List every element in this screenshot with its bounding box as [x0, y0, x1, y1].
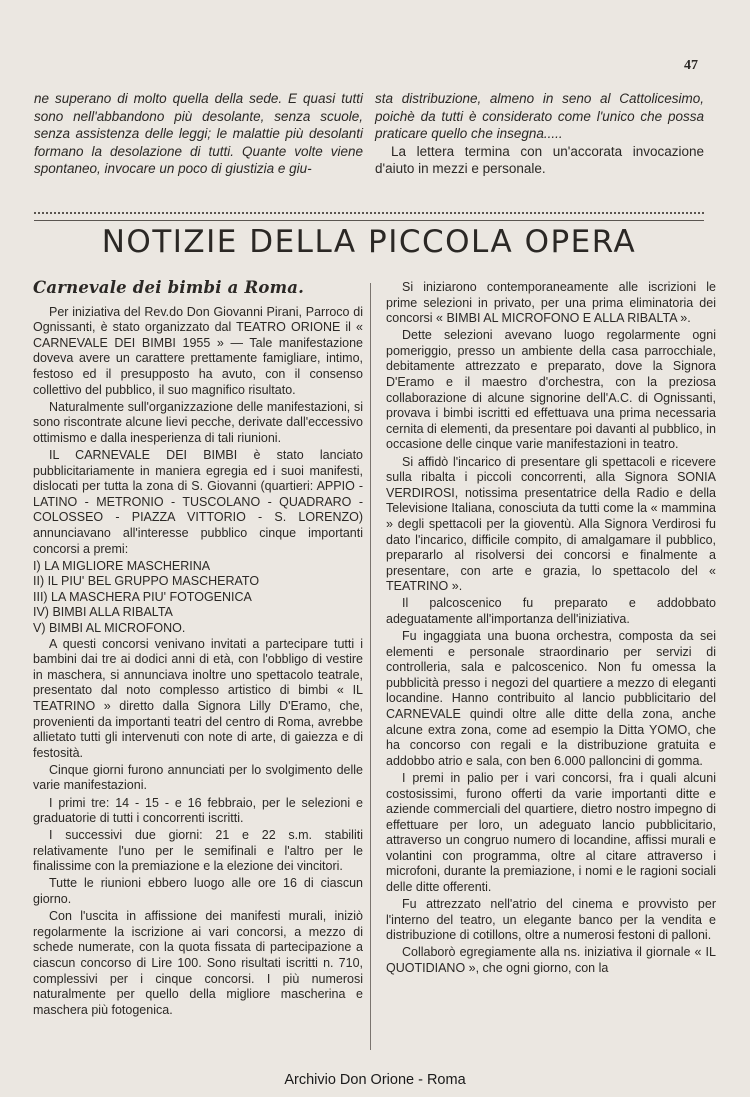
paragraph: ne superano di molto quella della sede. E quasi tutti sono nell'abbandono più desolante, senza scuole, senza assistenza delle leggi; le malattie più desolanti formano la desolazione di tutti. Quante volte viene spontaneo, invocare un poco di giustizia e giu- — [34, 91, 363, 177]
article-right-column — [386, 280, 716, 978]
paragraph: Tutte le riunioni ebbero luogo alle ore 16 di ciascun giorno. — [33, 876, 363, 907]
article-subheading: Carnevale dei bimbi a Roma. — [33, 278, 305, 297]
paragraph: I premi in palio per i vari concorsi, fra i quali alcuni costosissimi, furono offerti da varie importanti ditte e aziende commerciali del quartiere, dietro nostro impegno di effettuare per loro, un adeguato lancio pubblicitario, attraverso un congruo numero di locandine, affissi murali e volantini con programma, oltre al citare attraverso i microfoni, durante la premiazione, i nomi e le ragioni sociali delle ditte offerenti. — [386, 770, 716, 895]
contest-item: III) LA MASCHERA PIU' FOTOGENICA — [33, 589, 252, 604]
contest-item: II) IL PIU' BEL GRUPPO MASCHERATO — [33, 574, 260, 589]
paragraph: Con l'uscita in affissione dei manifesti murali, iniziò regolarmente la iscrizione ai vari concorsi, a mezzo di schede numerate, con la quota fissata di partecipazione a ciascun concorso di Lire 100. Sono risultati iscritti n. 710, complessivi per i cinque concorsi. I più numerosi naturalmente per quello della migliore mascherina e maschera più fotogenica. — [33, 909, 363, 1017]
paragraph: IL CARNEVALE DEI BIMBI è stato lanciato pubblicitariamente in maniera egregia ed i suoi manifesti, dislocati per tutta la zona di S. Giovanni (quartieri: APPIO - LATINO - METRONIO - TUSCOLANO - QUADRARO - COLOSSEO - PIAZZA VITTORIO - S. LORENZO) annunciavano all'interesse pubblico cinque importanti concorsi a premi: — [33, 447, 363, 556]
continued-text-left — [34, 90, 363, 178]
paragraph: Dette selezioni avevano luogo regolarmente ogni pomeriggio, presso un ambiente della casa parrocchiale, debitamente attrezzato e preparato, dove la Signora D'Eramo e il maestro d'orchestra, con la preziosa collaborazione di alcune signorine dell'A.C. di Ognissanti, provava i bimbi iscritti ed effettuava una prima necessaria cernita di elementi, da presentare poi davanti al pubblico, in occasione delle cinque varie manifestazioni in teatro. — [386, 328, 716, 452]
paragraph: La lettera termina con un'accorata invocazione d'aiuto in mezzi e personale. — [375, 143, 704, 177]
paragraph: I primi tre: 14 - 15 - e 16 febbraio, per le selezioni e graduatorie di tutti i concorrenti iscritti. — [33, 795, 363, 826]
contest-item: IV) BIMBI ALLA RIBALTA — [33, 605, 173, 620]
paragraph: Il palcoscenico fu preparato e addobbato adeguatamente all'importanza dell'iniziativa. — [386, 596, 716, 626]
column-rule — [370, 283, 371, 1050]
contest-item: I) LA MIGLIORE MASCHERINA — [33, 558, 211, 573]
paragraph: A questi concorsi venivano invitati a partecipare tutti i bambini dai tre ai dodici anni di età, con l'obbligo di vestire in maschera, si annunciava inoltre uno spettacolo teatrale, presentato dal noto complesso artistico di bimbi « IL TEATRINO » diretto dalla Signora Lilly D'Eramo, che, provenienti da importanti teatri del centro di Roma, avrebbe allietato tutti gli intervenuti con note di arte, di gaiezza e di festosità. — [33, 636, 363, 760]
contest-item: V) BIMBI AL MICROFONO. — [33, 620, 186, 635]
archive-footer: Archivio Don Orione - Roma — [284, 1072, 466, 1088]
paragraph: Per iniziativa del Rev.do Don Giovanni Pirani, Parroco di Ognissanti, è stato organizzato dal TEATRO ORIONE il « CARNEVALE DEI BIMBI 1955 » — Tale manifestazione doveva avere un carattere prettamente famigliare, intimo, festoso ed il presupposto ha avuto, con il consenso collettivo del pubblico, il suo magnifico risultato. — [33, 304, 363, 397]
paragraph: Naturalmente sull'organizzazione delle manifestazioni, si sono riscontrate alcune lievi pecche, derivate dall'eccessivo ottimismo e dalla inesperienza di tali riunioni. — [33, 399, 363, 445]
section-divider — [34, 212, 704, 221]
paragraph: Fu ingaggiata una buona orchestra, composta da sei elementi e personale straordinario per servizi di controlleria, sala e palcoscenico. Non fu omessa la pubblicità presso i negozi del quartiere a mezzo di eleganti locandine. Hanno contribuito al lancio pubblicitario del CARNEVALE quindi oltre alle ditte della zona, anche alcune extra zona, come ad esempio la Ditta YOMO, che ha concorso con regali e la distribuzione gratuita e addobbo atrio e sala, con ben 6.000 palloncini di gomma. — [386, 629, 716, 768]
paragraph: Si affidò l'incarico di presentare gli spettacoli e ricevere sulla ribalta i piccoli concorrenti, alla Signora SONIA VERDIROSI, notissima presentatrice della Radio e della Televisione Italiana, conosciuta da tutti come la « mammina » degli spettacoli per la gioventù. Alla Signora Verdirosi fu dato l'incarico, difficile compito, di amalgamare il pubblico, prepararlo al risolversi dei concorsi e finalmente a presentare, con arte e grazia, lo spettacolo del « TEATRINO ». — [386, 454, 716, 594]
paragraph: Fu attrezzato nell'atrio del cinema e provvisto per l'interno del teatro, un elegante banco per la vendita e distribuzione di cotillons, oltre a numerosi festoni di palloni. — [386, 897, 716, 943]
paragraph: sta distribuzione, almeno in seno al Cattolicesimo, poichè da tutti è considerato come l'unico che possa praticare quello che insegna..... — [375, 91, 704, 142]
section-title: NOTIZIE DELLA PICCOLA OPERA — [101, 224, 637, 260]
continued-text — [34, 90, 704, 178]
paragraph: Cinque giorni furono annunciati per lo svolgimento delle varie manifestazioni. — [33, 762, 363, 793]
paragraph: Collaborò egregiamente alla ns. iniziativa il giornale « IL QUOTIDIANO », che ogni giorno, con la — [386, 945, 716, 976]
contest-list — [33, 559, 363, 637]
page-number: 47 — [684, 58, 698, 73]
paragraph: Si iniziarono contemporaneamente alle iscrizioni le prime selezioni in privato, per una prima eliminatoria dei concorsi « BIMBI AL MICROFONO E ALLA RIBALTA ». — [386, 280, 716, 326]
paragraph: I successivi due giorni: 21 e 22 s.m. stabiliti relativamente l'uno per le semifinali e l'altro per le finalissime con la premiazione e la elezione dei vincitori. — [33, 828, 363, 874]
article-left-column — [33, 280, 363, 1020]
continued-text-right — [375, 90, 704, 178]
